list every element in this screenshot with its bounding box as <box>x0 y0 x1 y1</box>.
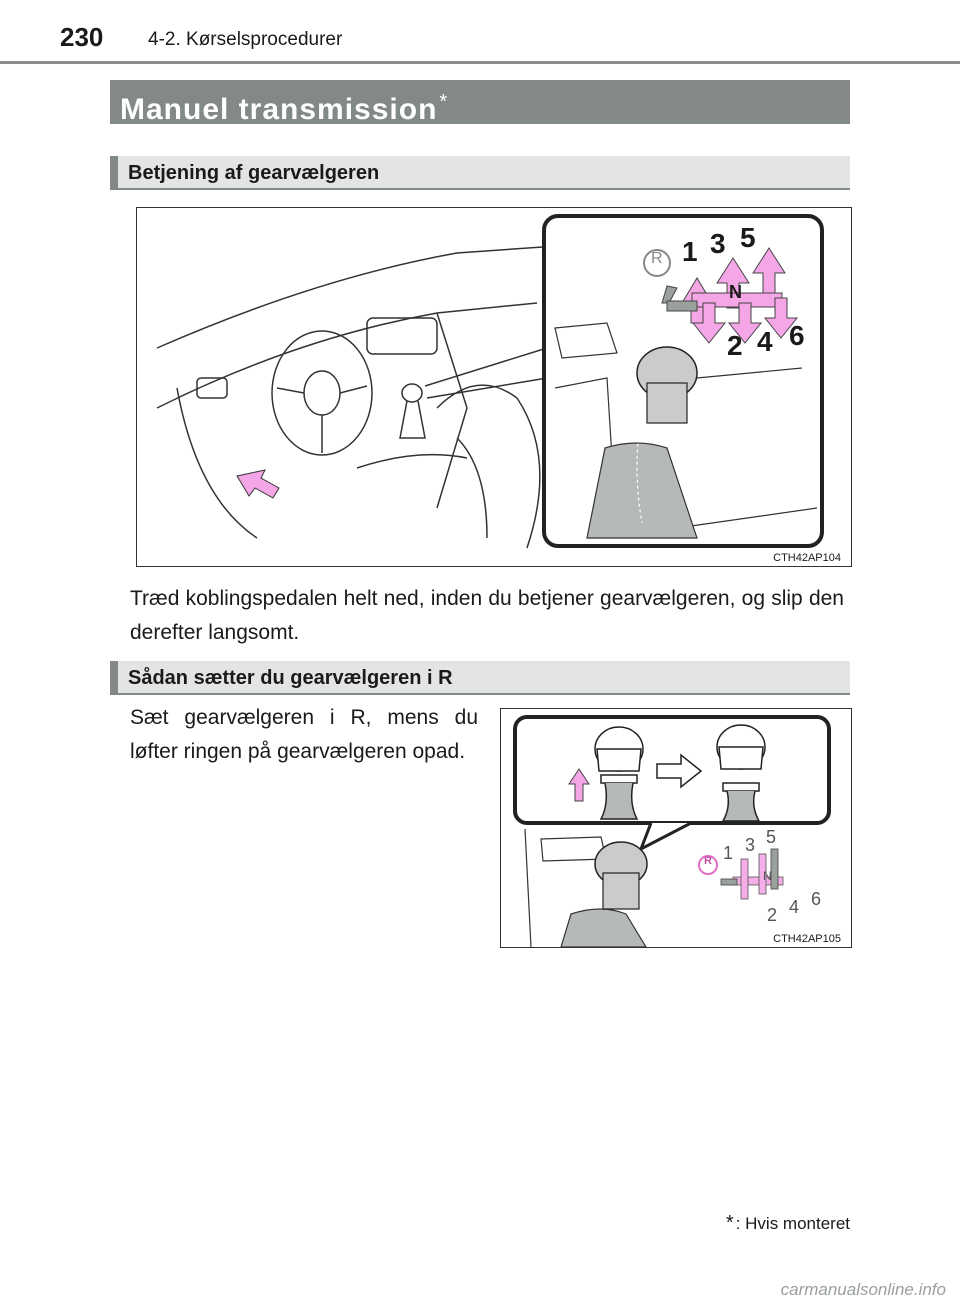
section-breadcrumb: 4-2. Kørselsprocedurer <box>148 29 343 50</box>
cockpit-drawing <box>137 208 851 566</box>
gear-label-2-small: 2 <box>767 905 778 925</box>
gear-label-1-small: 1 <box>723 843 734 863</box>
figure-code-2: CTH42AP105 <box>773 933 841 945</box>
footnote <box>726 1212 850 1235</box>
gear-label-n-small: N <box>763 869 772 883</box>
reverse-gear-illustration <box>500 708 852 948</box>
footnote-text: : Hvis monteret <box>735 1214 850 1233</box>
section-heading-gear-operation: Betjening af gearvælgeren <box>110 156 850 190</box>
gear-label-2: 2 <box>727 330 743 361</box>
figure-code: CTH42AP104 <box>773 552 841 564</box>
gear-label-5-small: 5 <box>766 827 777 847</box>
gear-label-n: N <box>729 282 742 302</box>
watermark: carmanualsonline.info <box>780 1280 946 1299</box>
gear-label-6: 6 <box>789 320 805 351</box>
page-number: 230 <box>60 22 104 52</box>
title-asterisk: * <box>439 91 449 113</box>
gear-label-4-small: 4 <box>789 897 800 917</box>
gear-label-r: R <box>651 250 663 267</box>
section-heading-reverse-gear: Sådan sætter du gearvælgeren i R <box>110 661 850 695</box>
header-divider <box>0 61 960 64</box>
gear-label-1: 1 <box>682 236 698 267</box>
footnote-asterisk: * <box>725 1212 734 1234</box>
gear-label-r-small: R <box>704 855 712 867</box>
reverse-instruction-paragraph: Sæt gearvælgeren i R, mens du løfter ringen på gearvælgeren opad. <box>130 706 478 763</box>
page-title-text: Manuel transmission <box>120 93 438 126</box>
page-title <box>110 80 850 124</box>
instruction-paragraph: Træd koblingspedalen helt ned, inden du betjener gearvælgeren, og slip den derefter langsomt. <box>130 587 844 644</box>
gear-label-5: 5 <box>740 222 756 253</box>
gear-label-3-small: 3 <box>745 835 756 855</box>
gear-shift-illustration <box>136 207 852 567</box>
gear-label-6-small: 6 <box>811 889 822 909</box>
gear-label-4: 4 <box>757 326 773 357</box>
gear-label-3: 3 <box>710 228 726 259</box>
